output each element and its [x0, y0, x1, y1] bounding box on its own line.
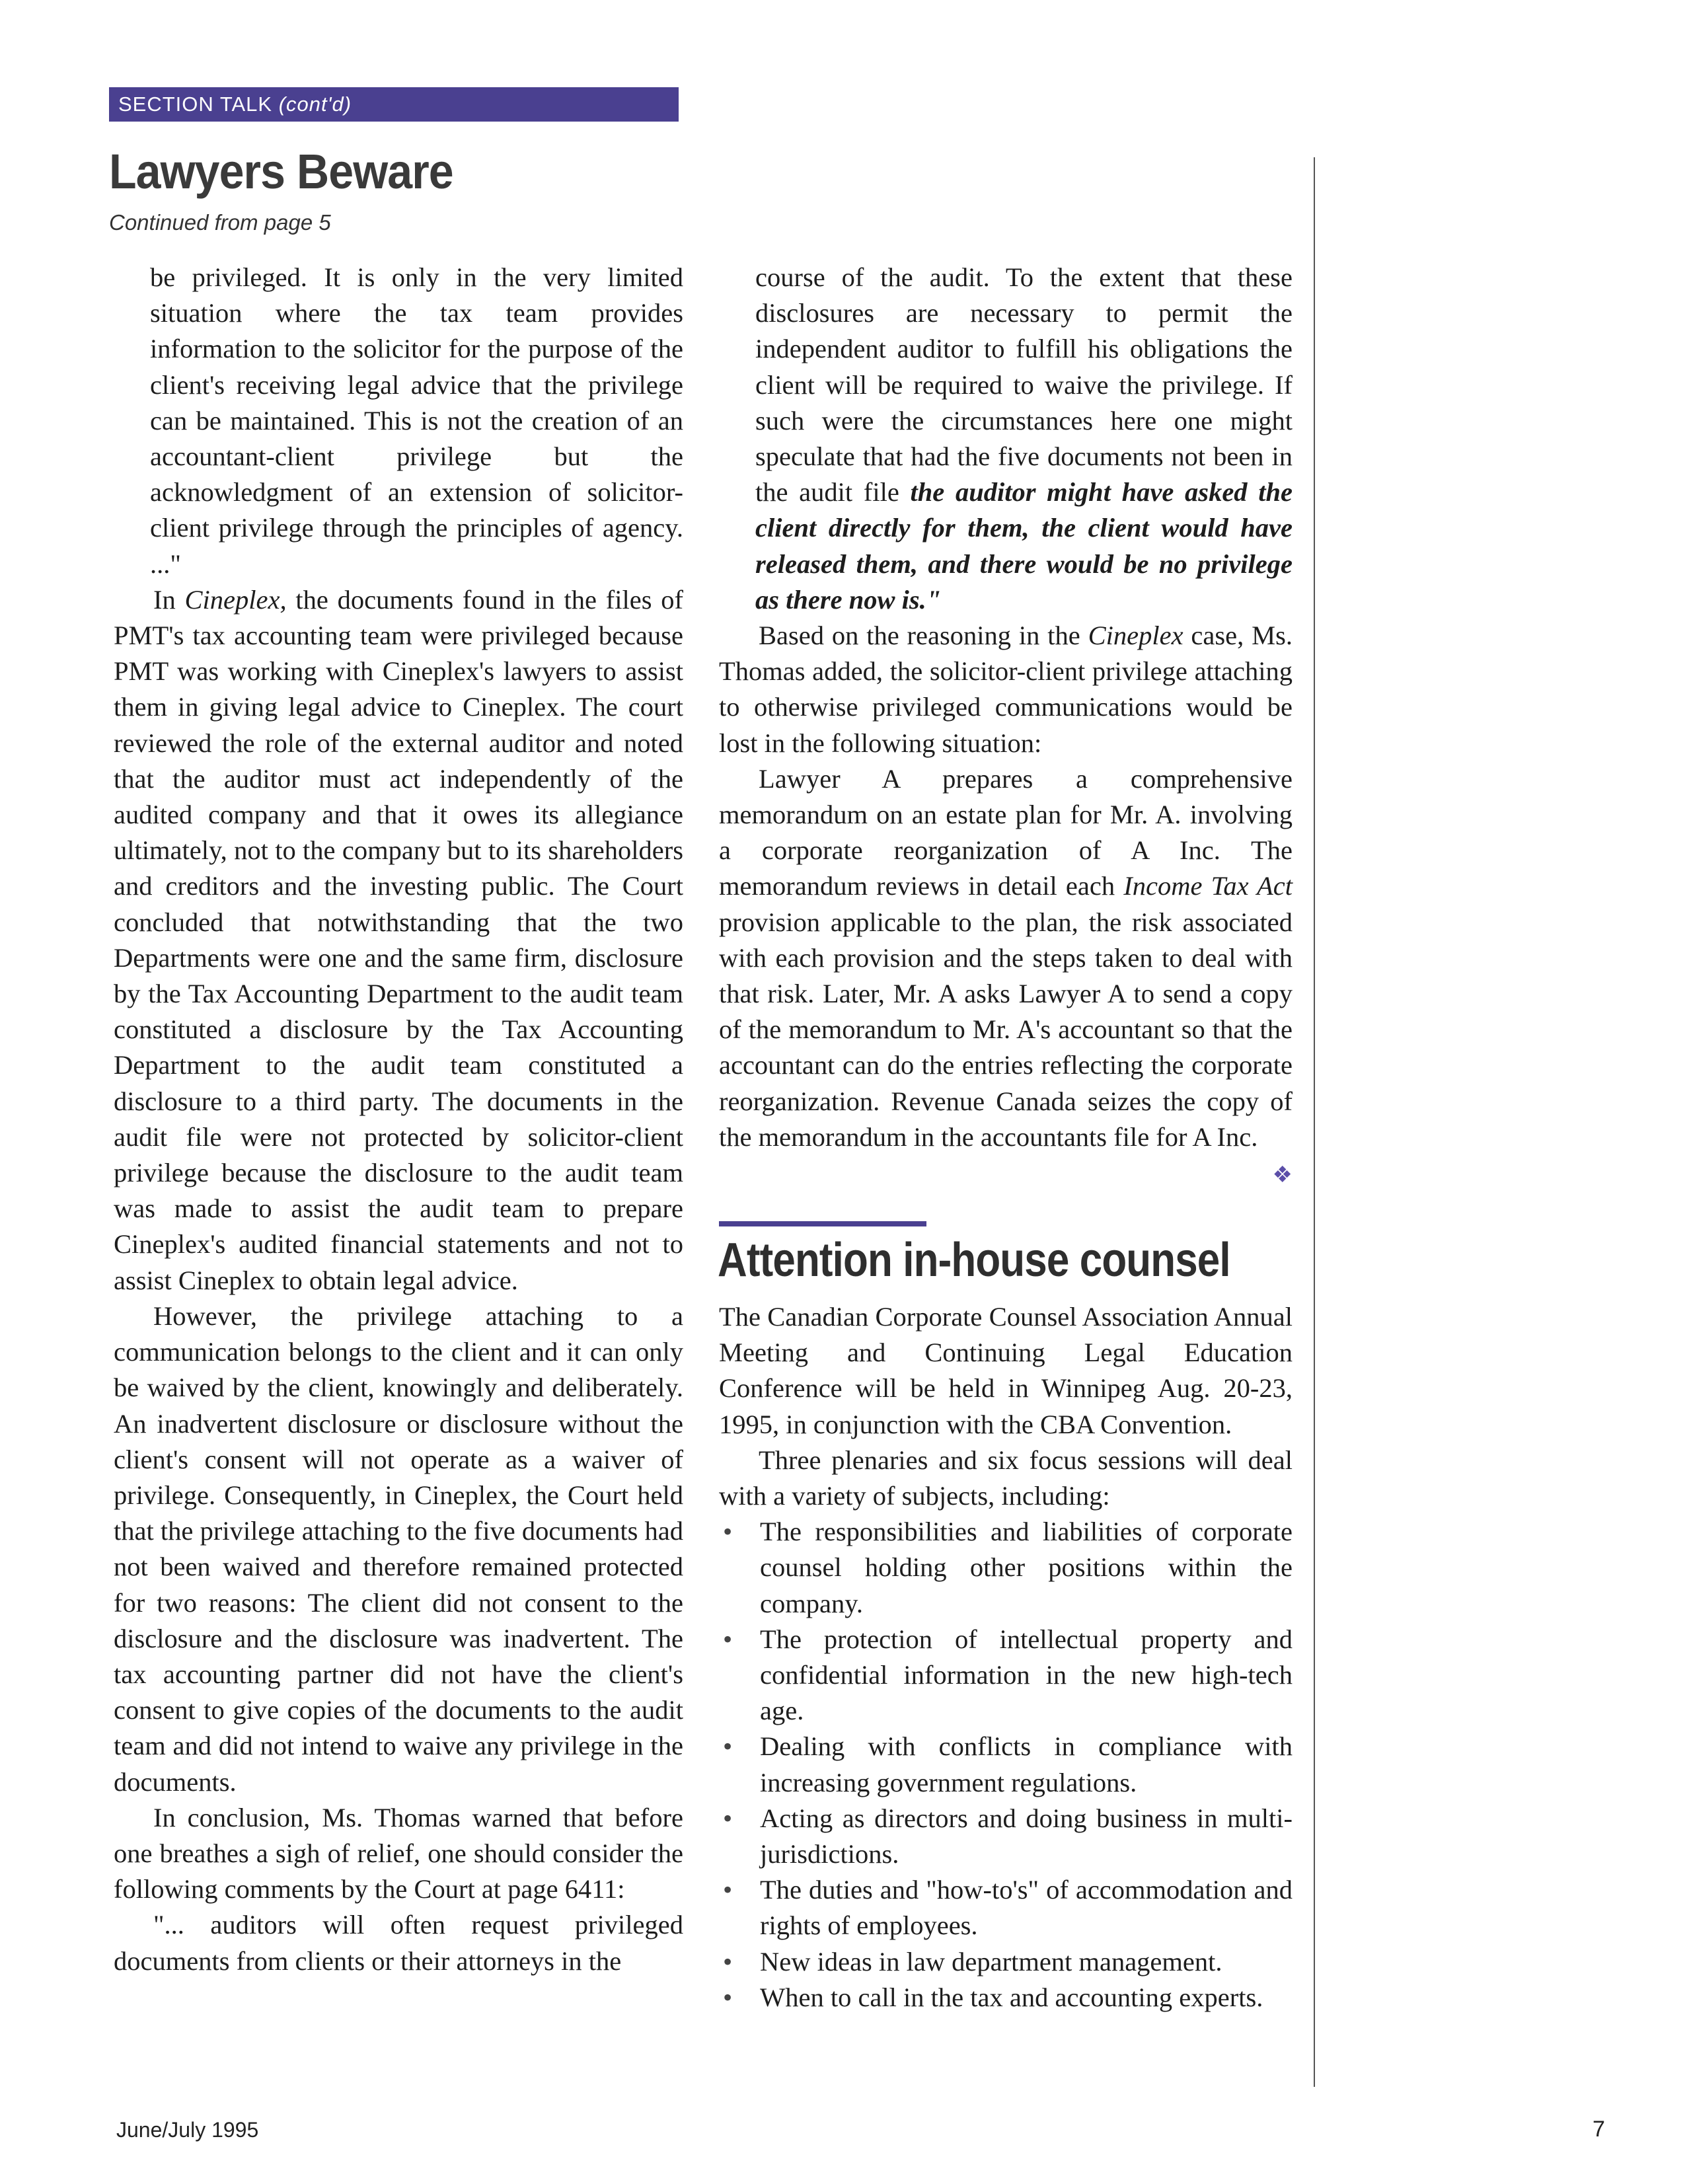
p3-text-a: Lawyer A prepares a comprehensive memorandum on an estate plan for Mr. A. involving a corporate reorganization of A Inc. The memorandum reviews in detail each [719, 763, 1293, 901]
attention-column [719, 1299, 1293, 2015]
list-item: • Dealing with conflicts in compliance with increasing government regulations. [719, 1729, 1293, 1800]
case-name: Cineplex, [184, 584, 287, 615]
section-header-bar [109, 87, 679, 122]
right-column [719, 260, 1293, 1193]
article-title: Lawyers Beware [109, 144, 453, 199]
right-paragraph-2 [719, 618, 1293, 761]
act-name: Income Tax Act [1123, 871, 1293, 901]
left-column [114, 260, 683, 1979]
list-item: • The duties and "how-to's" of accommodation and rights of employees. [719, 1872, 1293, 1943]
p2-prefix: In [153, 584, 185, 615]
attention-accent-bar [719, 1221, 926, 1226]
left-paragraph-4: In conclusion, Ms. Thomas warned that before one breathes a sigh of relief, one should consider the following comments by the Court at page 6411: [114, 1802, 683, 1904]
list-item: • Acting as directors and doing business in multi-jurisdictions. [719, 1801, 1293, 1872]
left-paragraph-1: be privileged. It is only in the very limited situation where the tax team provides information to the solicitor for the purpose of the client's receiving legal advice that the privilege can be maintained. This is not the creation of an accountant-client privilege but the acknowledgment of an extension of solicitor-client privilege through the principles of agency. ..." [150, 262, 683, 579]
topics-list [719, 1514, 1293, 2015]
list-item: • New ideas in law department management. [719, 1944, 1293, 1980]
left-paragraph-3: However, the privilege attaching to a communication belongs to the client and it can only be waived by the client, knowingly and deliberately. An inadvertent disclosure or disclosure without the client's consent will not operate as a waiver of privilege. Consequently, in Cineplex, the Court held that the privilege attaching to the five documents had not been waived and therefore remained protected for two reasons: The client did not consent to the disclosure and the disclosure was inadvertent. The tax accounting partner did not have the client's consent to give copies of the documents to the audit team and did not intend to waive any privilege in the documents. [114, 1300, 683, 1797]
quote-emphasis: the auditor might have asked the client directly for them, the client would have released them, and there would be no privilege as there now is." [755, 477, 1293, 615]
left-paragraph-2 [114, 582, 683, 1299]
attention-title: Attention in-house counsel [718, 1234, 1230, 1287]
p2-prefix: Based on the reasoning in the [759, 621, 1088, 651]
continued-note: Continued from page 5 [109, 210, 331, 235]
list-item: • When to call in the tax and accounting experts. [719, 1980, 1293, 2015]
attention-paragraph-2: Three plenaries and six focus sessions will deal with a variety of subjects, including: [719, 1445, 1293, 1511]
page-number: 7 [1593, 2117, 1605, 2142]
list-item: • The responsibilities and liabilities of corporate counsel holding other positions within the company. [719, 1514, 1293, 1622]
left-paragraph-5: "... auditors will often request privileged documents from clients or their attorneys in the [114, 1910, 683, 1976]
column-divider [1314, 157, 1315, 2087]
attention-paragraph-1: The Canadian Corporate Counsel Association Annual Meeting and Continuing Legal Education Conference will be held in Winnipeg Aug. 20-23, 1995, in conjunction with the CBA Convention. [719, 1302, 1293, 1439]
list-item: • The protection of intellectual property and confidential information in the new high-tech age. [719, 1622, 1293, 1729]
section-suffix: (cont'd) [278, 93, 352, 116]
case-name: Cineplex [1088, 621, 1183, 651]
quote-text: course of the audit. To the extent that these disclosures are necessary to permit the independent auditor to fulfill his obligations the client will be required to waive the privilege. If such were the circumstances here one might speculate that had the five documents not been in the audit file [755, 262, 1293, 508]
p3-text-b: provision applicable to the plan, the risk associated with each provision and the steps taken to deal with that risk. Later, Mr. A asks Lawyer A to send a copy of the memorandum to Mr. A's accountant so that the accountant can do the entries reflecting the corporate reorganization. Revenue Canada seizes the copy of the memorandum in the accountants file for A Inc. [719, 907, 1293, 1152]
end-mark-icon: ❖ [1272, 1163, 1293, 1188]
p2-rest: the documents found in the files of PMT's tax accounting team were privileged because PMT was working with Cineplex's lawyers to assist them in giving legal advice to Cineplex. The court reviewed the role of the external auditor and noted that the auditor must act independently of the audited company and that it owes its allegiance ultimately, not to the company but to its shareholders and creditors and the investing public. The Court concluded that notwithstanding that the two Departments were one and the same firm, disclosure by the Tax Accounting Department to the audit team constituted a disclosure by the Tax Accounting Department to the audit team constituted a disclosure to a third party. The documents in the audit file were not protected by solicitor-client privilege because the disclosure to the audit team was made to assist the audit team to prepare Cineplex's audited financial statements and not to assist Cineplex to obtain legal advice. [114, 584, 683, 1295]
right-paragraph-1 [719, 260, 1293, 618]
p2-rest: case, Ms. Thomas added, the solicitor-client privilege attaching to otherwise privileged communications would be lost in the following situation: [719, 621, 1293, 758]
issue-date: June/July 1995 [116, 2118, 259, 2142]
right-paragraph-3 [719, 761, 1293, 1188]
section-label: SECTION TALK [118, 93, 273, 116]
